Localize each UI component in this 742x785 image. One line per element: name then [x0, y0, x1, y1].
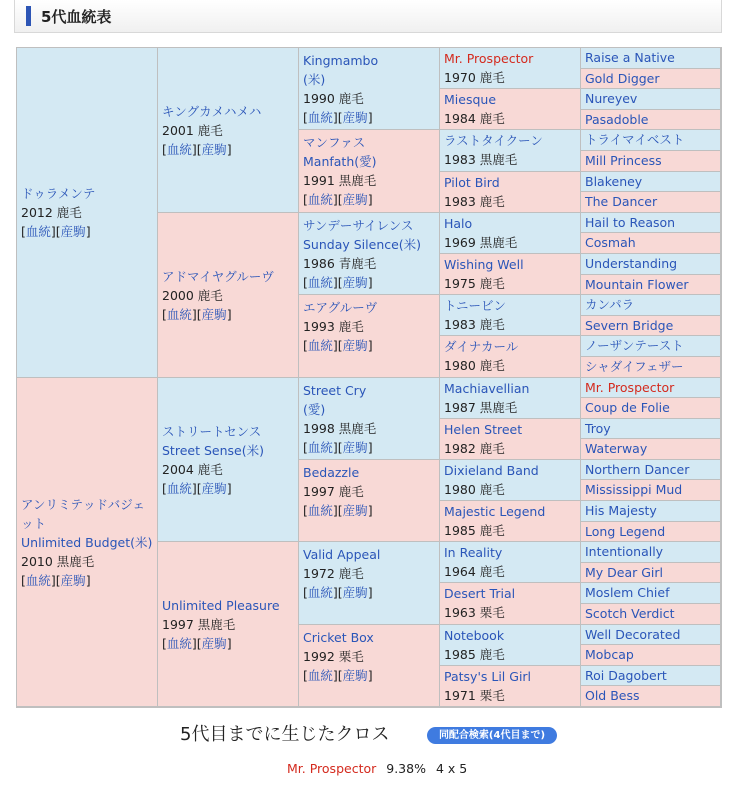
horse-name-link[interactable]: My Dear Girl [585, 565, 664, 580]
pedigree-link[interactable]: 血統 [307, 192, 333, 207]
horse-name-link[interactable]: Cricket Box [303, 630, 374, 645]
pedigree-cell-gen5 [581, 604, 721, 625]
pedigree-links: [血統][産駒] [162, 635, 232, 651]
horse-year-color: 1998 黒鹿毛 [303, 421, 377, 436]
horse-name-link[interactable]: Gold Digger [585, 71, 660, 86]
horse-name-link[interactable]: Blakeney [585, 174, 643, 189]
pedigree-cell-gen5 [581, 275, 721, 295]
pedigree-link[interactable]: 血統 [166, 306, 192, 322]
horse-year-color: 1982 鹿毛 [444, 441, 505, 456]
horse-year-color: 1992 栗毛 [303, 649, 364, 664]
header-accent-bar [26, 6, 31, 26]
pedigree-cell-gen5 [581, 625, 721, 645]
cross-horse-link[interactable]: Mr. Prospector [287, 761, 377, 776]
pedigree-cell-gen2 [158, 542, 299, 707]
pedigree-cell-gen4 [440, 213, 581, 254]
pedigree-cell-gen5 [581, 151, 721, 172]
pedigree-cell-gen5 [581, 192, 721, 213]
pedigree-link[interactable]: 血統 [307, 275, 333, 290]
pedigree-cell-gen3 [299, 625, 440, 707]
pedigree-link[interactable]: 血統 [307, 338, 333, 353]
horse-name-link[interactable]: ドゥラメンテ [21, 186, 96, 201]
offspring-link[interactable]: 産駒 [201, 306, 227, 322]
horse-name-link[interactable]: ノーザンテースト [585, 338, 684, 353]
horse-year-color: 2012 鹿毛 [21, 205, 82, 220]
horse-name-link[interactable]: Coup de Folie [585, 400, 670, 415]
pedigree-cell-gen4 [440, 501, 581, 542]
horse-name-link[interactable]: ット [21, 515, 47, 531]
horse-name-link[interactable]: Northern Dancer [585, 462, 690, 477]
horse-year-color: 2000 鹿毛 [162, 287, 223, 303]
pedigree-link[interactable]: 血統 [307, 585, 333, 600]
offspring-link[interactable]: 産駒 [342, 275, 368, 290]
pedigree-cell-gen4 [440, 542, 581, 583]
pedigree-cell-gen3 [299, 213, 440, 295]
horse-name-link[interactable]: (米) [303, 72, 326, 87]
pedigree-cell-gen5 [581, 522, 721, 542]
offspring-link[interactable]: 産駒 [60, 572, 86, 588]
horse-year-color: 1991 黒鹿毛 [303, 173, 377, 188]
pedigree-cell-gen5 [581, 336, 721, 357]
horse-name-link[interactable]: The Dancer [585, 194, 658, 209]
pedigree-cell-gen3 [299, 460, 440, 542]
horse-year-color: 1993 鹿毛 [303, 319, 364, 334]
horse-name-link[interactable]: Severn Bridge [585, 318, 674, 333]
horse-year-color: 2004 鹿毛 [162, 461, 223, 477]
horse-name-link[interactable]: Moslem Chief [585, 585, 670, 600]
pedigree-cell-gen5 [581, 295, 721, 316]
offspring-link[interactable]: 産駒 [201, 141, 227, 157]
pedigree-links: [血統][産駒] [162, 141, 232, 157]
pedigree-links: [血統][産駒] [21, 572, 91, 588]
pedigree-cell-gen4 [440, 48, 581, 89]
cross-percent: 9.38% [386, 761, 426, 776]
pedigree-cell-gen5 [581, 460, 721, 480]
pedigree-link[interactable]: 血統 [25, 224, 51, 239]
offspring-link[interactable]: 産駒 [342, 585, 368, 600]
horse-year-color: 1985 鹿毛 [444, 523, 505, 538]
horse-name-link[interactable]: Majestic Legend [444, 504, 546, 519]
horse-year-color: 1975 鹿毛 [444, 276, 505, 291]
pedigree-cell-gen5 [581, 378, 721, 398]
horse-year-color: 2001 鹿毛 [162, 122, 223, 138]
horse-year-color: 1980 鹿毛 [444, 482, 505, 497]
horse-name-link[interactable]: Patsy's Lil Girl [444, 669, 532, 684]
horse-name-link[interactable]: ラストタイクーン [444, 133, 543, 148]
horse-name-link[interactable]: Understanding [585, 256, 678, 271]
horse-year-color: 1964 鹿毛 [444, 564, 505, 579]
horse-name-link[interactable]: Well Decorated [585, 627, 681, 642]
pedigree-cell-gen4 [440, 336, 581, 378]
offspring-link[interactable]: 産駒 [342, 440, 368, 455]
horse-year-color: 1997 鹿毛 [303, 484, 364, 499]
pedigree-cell-gen5 [581, 89, 721, 110]
pedigree-cell-gen5 [581, 48, 721, 69]
pedigree-link[interactable]: 血統 [166, 141, 192, 157]
pedigree-link[interactable]: 血統 [307, 110, 333, 125]
pedigree-cell-gen5 [581, 172, 721, 192]
horse-year-color: 1985 鹿毛 [444, 647, 505, 662]
pedigree-cell-gen4 [440, 89, 581, 130]
pedigree-cell-gen5 [581, 563, 721, 583]
pedigree-links: [血統][産駒] [162, 480, 232, 496]
pedigree-links: [血統][産駒] [21, 224, 91, 239]
offspring-link[interactable]: 産駒 [60, 224, 86, 239]
pedigree-table [16, 47, 722, 708]
pedigree-cell-gen5 [581, 316, 721, 336]
pedigree-link[interactable]: 血統 [307, 668, 333, 683]
horse-name-link[interactable]: Street Cry [303, 383, 367, 398]
horse-name-link[interactable]: トニービン [444, 298, 507, 313]
pedigree-cell-gen4 [440, 460, 581, 501]
pedigree-cell-gen3 [299, 295, 440, 378]
pedigree-cell-gen4 [440, 625, 581, 666]
same-mating-search-button[interactable]: 同配合検索(4代目まで) [427, 727, 557, 744]
pedigree-cell-gen5 [581, 213, 721, 233]
pedigree-links: [血統][産駒] [303, 585, 373, 600]
offspring-link[interactable]: 産駒 [342, 668, 368, 683]
horse-name-link[interactable]: Mobcap [585, 647, 634, 662]
pedigree-link[interactable]: 血統 [166, 635, 192, 651]
horse-year-color: 1969 黒鹿毛 [444, 235, 518, 250]
offspring-link[interactable]: 産駒 [342, 192, 368, 207]
section-header [14, 0, 722, 33]
horse-year-color: 1987 黒鹿毛 [444, 400, 518, 415]
horse-name-link[interactable]: Mr. Prospector [444, 51, 534, 66]
horse-name-link[interactable]: Mississippi Mud [585, 482, 683, 497]
horse-name-link[interactable]: Long Legend [585, 524, 666, 539]
horse-name-link[interactable]: (愛) [303, 402, 326, 417]
horse-name-link[interactable]: Pilot Bird [444, 175, 500, 190]
pedigree-links: [血統][産駒] [303, 668, 373, 683]
pedigree-cell-gen2 [158, 48, 299, 213]
pedigree-link[interactable]: 血統 [307, 440, 333, 455]
pedigree-cell-gen5 [581, 69, 721, 89]
pedigree-cell-gen4 [440, 583, 581, 625]
pedigree-cell-gen1 [17, 48, 158, 378]
horse-year-color: 1997 黒鹿毛 [162, 616, 236, 632]
horse-name-link[interactable]: Scotch Verdict [585, 606, 675, 621]
pedigree-cell-gen3 [299, 542, 440, 625]
pedigree-links: [血統][産駒] [303, 503, 373, 518]
pedigree-links: [血統][産駒] [303, 192, 373, 207]
pedigree-cell-gen5 [581, 480, 721, 501]
horse-name-link[interactable]: Mountain Flower [585, 277, 689, 292]
horse-name-link[interactable]: Valid Appeal [303, 547, 381, 562]
horse-name-link[interactable]: マンファス [303, 135, 366, 150]
cross-section-title: 5代目までに生じたクロス [180, 724, 390, 745]
pedigree-cell-gen4 [440, 172, 581, 213]
horse-year-color: 1984 鹿毛 [444, 111, 505, 126]
pedigree-cell-gen5 [581, 439, 721, 460]
pedigree-cell-gen3 [299, 378, 440, 460]
horse-name-link[interactable]: Notebook [444, 628, 505, 643]
horse-name-link[interactable]: Roi Dagobert [585, 668, 667, 683]
pedigree-cell-gen5 [581, 254, 721, 275]
offspring-link[interactable]: 産駒 [342, 338, 368, 353]
horse-name-link[interactable]: サンデーサイレンス [303, 218, 414, 233]
horse-name-link[interactable]: キングカメハメハ [162, 103, 262, 119]
offspring-link[interactable]: 産駒 [201, 635, 227, 651]
pedigree-cell-gen1 [17, 378, 158, 707]
section-title: 5代血統表 [41, 8, 112, 26]
horse-name-link[interactable]: His Majesty [585, 503, 657, 518]
cross-generations: 4 x 5 [435, 761, 468, 776]
pedigree-cell-gen5 [581, 645, 721, 666]
pedigree-cell-gen2 [158, 213, 299, 378]
horse-name-link[interactable]: Bedazzle [303, 465, 360, 480]
pedigree-link[interactable]: 血統 [166, 480, 192, 496]
horse-name-link[interactable]: Manfath(愛) [303, 154, 377, 169]
pedigree-cell-gen4 [440, 130, 581, 172]
horse-name-link[interactable]: シャダイフェザー [585, 359, 684, 374]
horse-name-link[interactable]: Hail to Reason [585, 215, 676, 230]
horse-name-link[interactable]: Kingmambo [303, 53, 379, 68]
horse-name-link[interactable]: ダイナカール [444, 339, 519, 354]
pedigree-cell-gen5 [581, 583, 721, 604]
horse-name-link[interactable]: Mill Princess [585, 153, 662, 168]
pedigree-cell-gen4 [440, 419, 581, 460]
pedigree-links: [血統][産駒] [303, 338, 373, 353]
horse-year-color: 1971 栗毛 [444, 688, 505, 703]
horse-name-link[interactable]: Old Bess [585, 688, 640, 703]
pedigree-cell-gen5 [581, 501, 721, 522]
pedigree-cell-gen3 [299, 48, 440, 130]
pedigree-cell-gen5 [581, 110, 721, 130]
horse-name-link[interactable]: In Reality [444, 545, 503, 560]
pedigree-links: [血統][産駒] [303, 110, 373, 125]
horse-year-color: 1963 栗毛 [444, 605, 505, 620]
horse-name-link[interactable]: Intentionally [585, 544, 664, 559]
pedigree-cell-gen5 [581, 542, 721, 563]
horse-name-link[interactable]: Cosmah [585, 235, 636, 250]
horse-year-color: 1983 鹿毛 [444, 194, 505, 209]
offspring-link[interactable]: 産駒 [342, 503, 368, 518]
pedigree-cell-gen5 [581, 398, 721, 419]
pedigree-cell-gen5 [581, 130, 721, 151]
horse-year-color: 1972 鹿毛 [303, 566, 364, 581]
horse-year-color: 1986 青鹿毛 [303, 256, 377, 271]
horse-name-link[interactable]: アドマイヤグルーヴ [162, 268, 274, 284]
pedigree-link[interactable]: 血統 [25, 572, 51, 588]
horse-name-link[interactable]: Miesque [444, 92, 497, 107]
pedigree-link[interactable]: 血統 [307, 503, 333, 518]
horse-name-link[interactable]: Troy [585, 421, 611, 436]
horse-name-link[interactable]: Unlimited Pleasure [162, 597, 280, 613]
pedigree-cell-gen3 [299, 130, 440, 213]
horse-name-link[interactable]: Street Sense(米) [162, 442, 264, 458]
horse-name-link[interactable]: Halo [444, 216, 473, 231]
horse-year-color: 1980 鹿毛 [444, 358, 505, 373]
horse-name-link[interactable]: Pasadoble [585, 112, 649, 127]
pedigree-links: [血統][産駒] [303, 275, 373, 290]
pedigree-cell-gen4 [440, 378, 581, 419]
pedigree-links: [血統][産駒] [303, 440, 373, 455]
horse-name-link[interactable]: Mr. Prospector [585, 380, 675, 395]
pedigree-cell-gen5 [581, 419, 721, 439]
horse-name-link[interactable]: Unlimited Budget(米) [21, 534, 153, 550]
horse-name-link[interactable]: Desert Trial [444, 586, 516, 601]
offspring-link[interactable]: 産駒 [342, 110, 368, 125]
cross-item [287, 761, 473, 776]
horse-year-color: 1990 鹿毛 [303, 91, 364, 106]
horse-name-link[interactable]: Machiavellian [444, 381, 530, 396]
pedigree-cell-gen4 [440, 254, 581, 295]
pedigree-cell-gen5 [581, 233, 721, 254]
pedigree-cell-gen4 [440, 666, 581, 707]
horse-name-link[interactable]: エアグルーヴ [303, 300, 378, 315]
horse-year-color: 2010 黒鹿毛 [21, 553, 95, 569]
horse-name-link[interactable]: Wishing Well [444, 257, 524, 272]
horse-name-link[interactable]: Dixieland Band [444, 463, 539, 478]
offspring-link[interactable]: 産駒 [201, 480, 227, 496]
pedigree-cell-gen4 [440, 295, 581, 336]
horse-name-link[interactable]: Nureyev [585, 91, 638, 106]
horse-name-link[interactable]: Waterway [585, 441, 648, 456]
horse-year-color: 1970 鹿毛 [444, 70, 505, 85]
horse-year-color: 1983 鹿毛 [444, 317, 505, 332]
horse-name-link[interactable]: Sunday Silence(米) [303, 237, 422, 252]
horse-name-link[interactable]: Raise a Native [585, 50, 675, 65]
horse-year-color: 1983 黒鹿毛 [444, 152, 518, 167]
pedigree-cell-gen5 [581, 666, 721, 686]
pedigree-cell-gen5 [581, 357, 721, 378]
pedigree-links: [血統][産駒] [162, 306, 232, 322]
horse-name-link[interactable]: アンリミテッドバジェ [21, 496, 146, 512]
horse-name-link[interactable]: カンパラ [585, 297, 635, 312]
horse-name-link[interactable]: Helen Street [444, 422, 523, 437]
horse-name-link[interactable]: トライマイベスト [585, 132, 685, 147]
pedigree-cell-gen2 [158, 378, 299, 542]
pedigree-cell-gen5 [581, 686, 721, 707]
horse-name-link[interactable]: ストリートセンス [162, 423, 262, 439]
